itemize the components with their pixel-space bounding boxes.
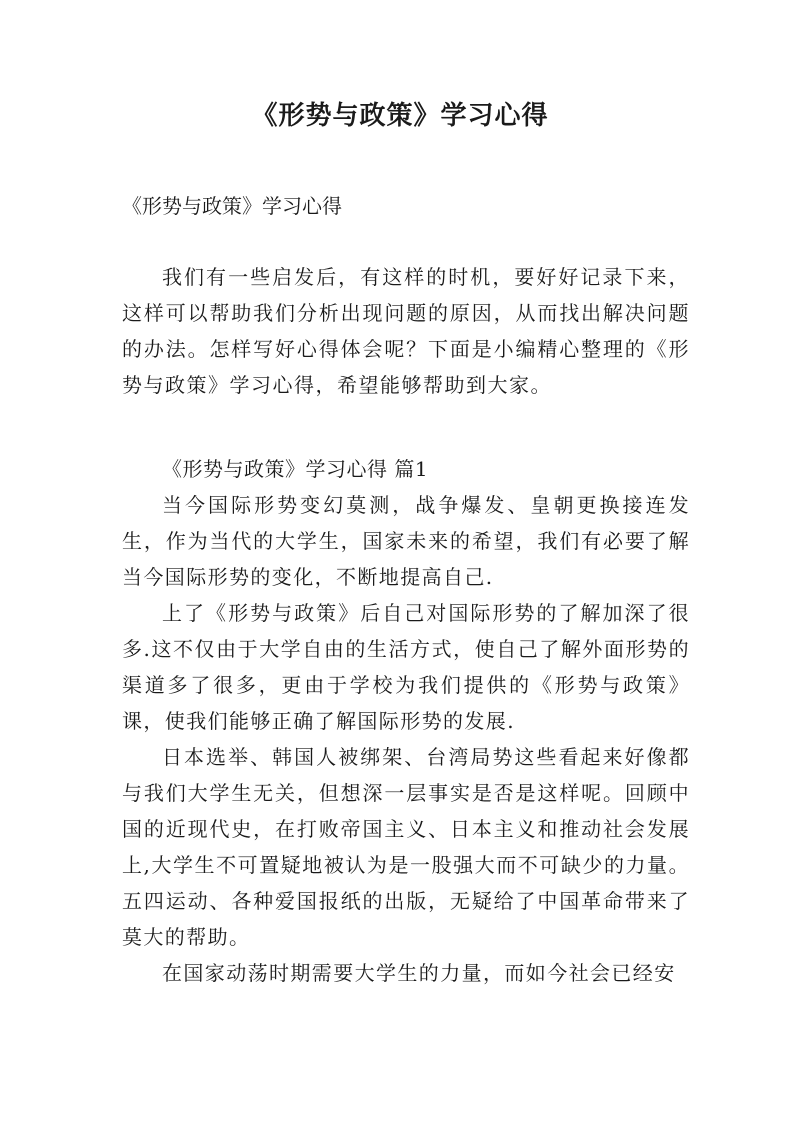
section-heading: 《形势与政策》学习心得 篇1 (162, 457, 429, 481)
article-paragraph: 日本选举、韩国人被绑架、台湾局势这些看起来好像都与我们大学生无关，但想深一层事实是否是这样呢。回顾中国的近现代史，在打败帝国主义、日本主义和推动社会发展上,大学生不可置疑地被认为是一股强大而不可缺少的力量。五四运动、各种爱国报纸的出版，无疑给了中国革命带来了莫大的帮助。 (122, 745, 690, 949)
article-paragraph: 上了《形势与政策》后自己对国际形势的了解加深了很多.这不仅由于大学自由的生活方式，使自己了解外面形势的渠道多了很多，更由于学校为我们提供的《形势与政策》课，使我们能够正确了解国际形势的发展. (122, 601, 690, 733)
document-subtitle: 《形势与政策》学习心得 (122, 194, 342, 218)
article-paragraph: 在国家动荡时期需要大学生的力量，而如今社会已经安 (162, 961, 676, 985)
intro-paragraph: 我们有一些启发后，有这样的时机，要好好记录下来，这样可以帮助我们分析出现问题的原因，从而找出解决问题的办法。怎样写好心得体会呢？下面是小编精心整理的《形势与政策》学习心得，希望能够帮助到大家。 (122, 265, 690, 397)
document-title: 《形势与政策》学习心得 (251, 101, 549, 131)
article-body (122, 487, 690, 991)
article-paragraph: 当今国际形势变幻莫测，战争爆发、皇朝更换接连发生，作为当代的大学生，国家未来的希望，我们有必要了解当今国际形势的变化，不断地提高自己. (122, 493, 690, 589)
